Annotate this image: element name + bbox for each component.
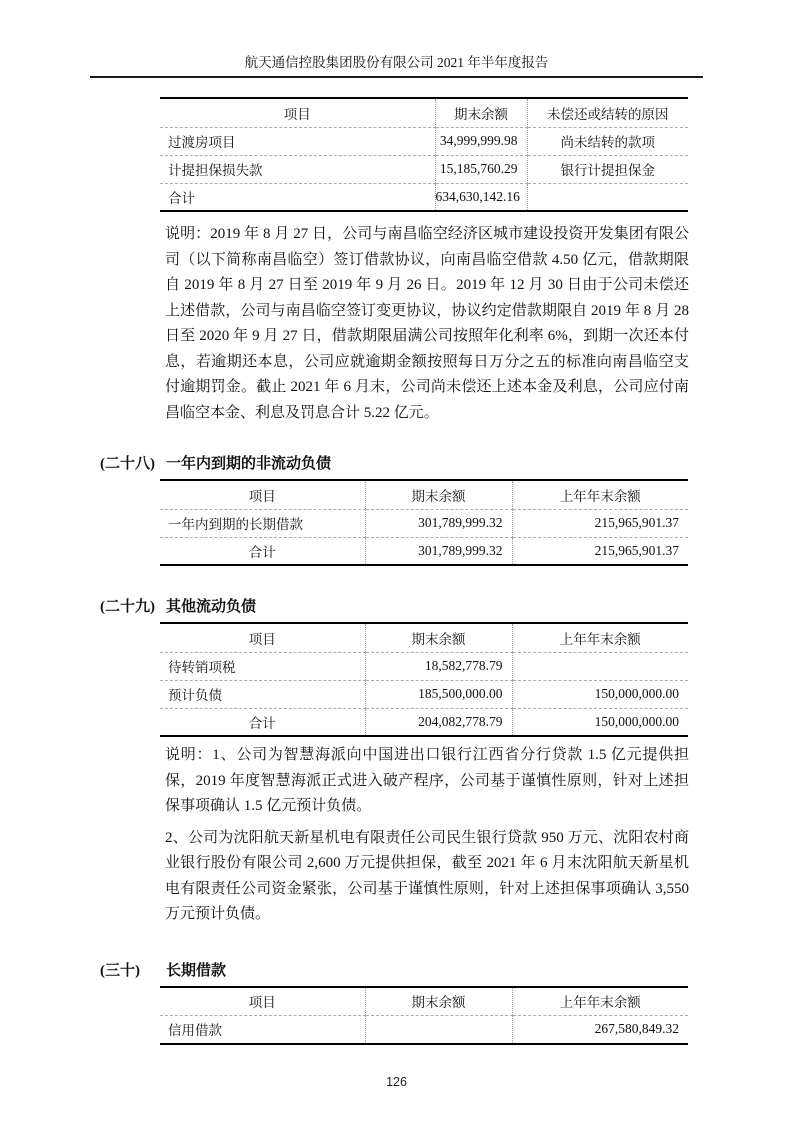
section-title: 长期借款: [166, 962, 227, 979]
col-header-reason: 未偿还或结转的原因: [527, 98, 688, 127]
cell-prior-year-balance: 215,965,901.37: [512, 537, 688, 565]
note-guarantee-1: 说明：1、公司为智慧海派向中国进出口银行江西省分行贷款 1.5 亿元提供担保，2019 年度智慧海派正式进入破产程序，公司基于谨慎性原则，针对上述担保事项确认 1.5 亿元预计负债。: [165, 747, 689, 814]
cell-ending-balance: 15,185,760.29: [435, 155, 527, 183]
cell-prior-year-balance: 267,580,849.32: [512, 1016, 688, 1044]
col-header-prior-year-balance: 上年年末余额: [512, 623, 688, 652]
cell-item: 信用借款: [168, 1023, 222, 1039]
cell-prior-year-balance: 215,965,901.37: [512, 509, 688, 537]
cell-ending-balance: [365, 1016, 512, 1044]
table-long-term-borrowings: [160, 986, 688, 1045]
cell-ending-balance: 634,630,142.16: [435, 183, 527, 211]
cell-ending-balance: 301,789,999.32: [365, 509, 512, 537]
table-unreturned-items: [160, 97, 688, 212]
col-header-item: 项目: [160, 480, 365, 509]
cell-ending-balance: 18,582,778.79: [365, 652, 512, 680]
cell-ending-balance: 301,789,999.32: [365, 537, 512, 565]
cell-prior-year-balance: 150,000,000.00: [512, 708, 688, 736]
section-number: (二十八): [100, 456, 155, 472]
table-header-row: [160, 98, 688, 127]
section-number: (二十九): [100, 599, 155, 615]
col-header-ending-balance: 期末余额: [365, 623, 512, 652]
cell-item: 合计: [248, 715, 276, 731]
col-header-ending-balance: 期末余额: [435, 98, 527, 127]
cell-prior-year-balance: [512, 652, 688, 680]
col-header-ending-balance: 期末余额: [365, 987, 512, 1016]
note-guarantee-2: 2、公司为沈阳航天新星机电有限责任公司民生银行贷款 950 万元、沈阳农村商业银行股份有限公司 2,600 万元提供担保，截至 2021 年 6 月末沈阳航天新星机电有限责任公司资金紧张，公司基于谨慎性原则，针对上述担保事项确认 3,550 万元预计负债。: [165, 829, 689, 922]
table-row: [160, 155, 688, 183]
section-heading-28: [100, 455, 688, 474]
cell-reason: [527, 183, 688, 211]
section-title: 其他流动负债: [166, 599, 257, 615]
table-header-row: [160, 987, 688, 1016]
cell-ending-balance: 204,082,778.79: [365, 708, 512, 736]
cell-reason: 尚未结转的款项: [527, 127, 688, 155]
page-number: 126: [386, 1075, 407, 1089]
table-row: [160, 509, 688, 537]
cell-item: 过渡房项目: [160, 127, 435, 155]
section-title: 一年内到期的非流动负债: [166, 456, 332, 472]
table-header-row: [160, 623, 688, 652]
page-content: [100, 97, 688, 1045]
table-row: [160, 1016, 688, 1044]
col-header-item: 项目: [160, 623, 365, 652]
col-header-item: 项目: [160, 987, 365, 1016]
col-header-prior-year-balance: 上年年末余额: [512, 480, 688, 509]
cell-item: 合计: [168, 190, 195, 206]
col-header-item: 项目: [160, 98, 435, 127]
note-nanchang-loan: 说明：2019 年 8 月 27 日，公司与南昌临空经济区城市建设投资开发集团有限公司（以下简称南昌临空）签订借款协议，向南昌临空借款 4.50 亿元，借款期限自 2019 年 8 月 27 日至 2019 年 9 月 26 日。2019 年 12 月 30 日由于公司未偿还上述借款，公司与南昌临空签订变更协议，协议约定借款期限自 2019 年 8 月 28 日至 2020 年 9 月 27 日，借款期限届满公司按照年化利率 6%，到期一次还本付息，若逾期还本息，公司应就逾期金额按照每日万分之五的标准向南昌临空支付逾期罚金。截止 2021 年 6 月末，公司尚未偿还上述本金及利息，公司应付南昌临空本金、利息及罚息合计 5.22 亿元。: [165, 226, 689, 421]
doc-header: [90, 0, 703, 78]
table-row: [160, 680, 688, 708]
table-other-current-liabilities: [160, 622, 688, 737]
cell-item: 合计: [248, 544, 276, 560]
table-noncurrent-liabilities-due-within-one-year: [160, 479, 688, 566]
section-heading-30: [100, 962, 688, 981]
col-header-ending-balance: 期末余额: [365, 480, 512, 509]
section-heading-29: [100, 598, 688, 617]
col-header-prior-year-balance: 上年年末余额: [512, 987, 688, 1016]
table-total-row: [160, 183, 688, 211]
cell-item: 计提担保损失款: [160, 155, 435, 183]
section-number: (三十): [100, 962, 140, 979]
cell-item: 一年内到期的长期借款: [160, 509, 365, 537]
cell-prior-year-balance: 150,000,000.00: [512, 680, 688, 708]
doc-header-title: 航天通信控股集团股份有限公司 2021 年半年度报告: [244, 55, 549, 70]
table-total-row: [160, 708, 688, 736]
cell-ending-balance: 185,500,000.00: [365, 680, 512, 708]
cell-item: 待转销项税: [160, 652, 365, 680]
table-row: [160, 652, 688, 680]
table-total-row: [160, 537, 688, 565]
cell-item: 预计负债: [160, 680, 365, 708]
table-header-row: [160, 480, 688, 509]
cell-reason: 银行计提担保金: [527, 155, 688, 183]
cell-ending-balance: 34,999,999.98: [435, 127, 527, 155]
table-row: [160, 127, 688, 155]
